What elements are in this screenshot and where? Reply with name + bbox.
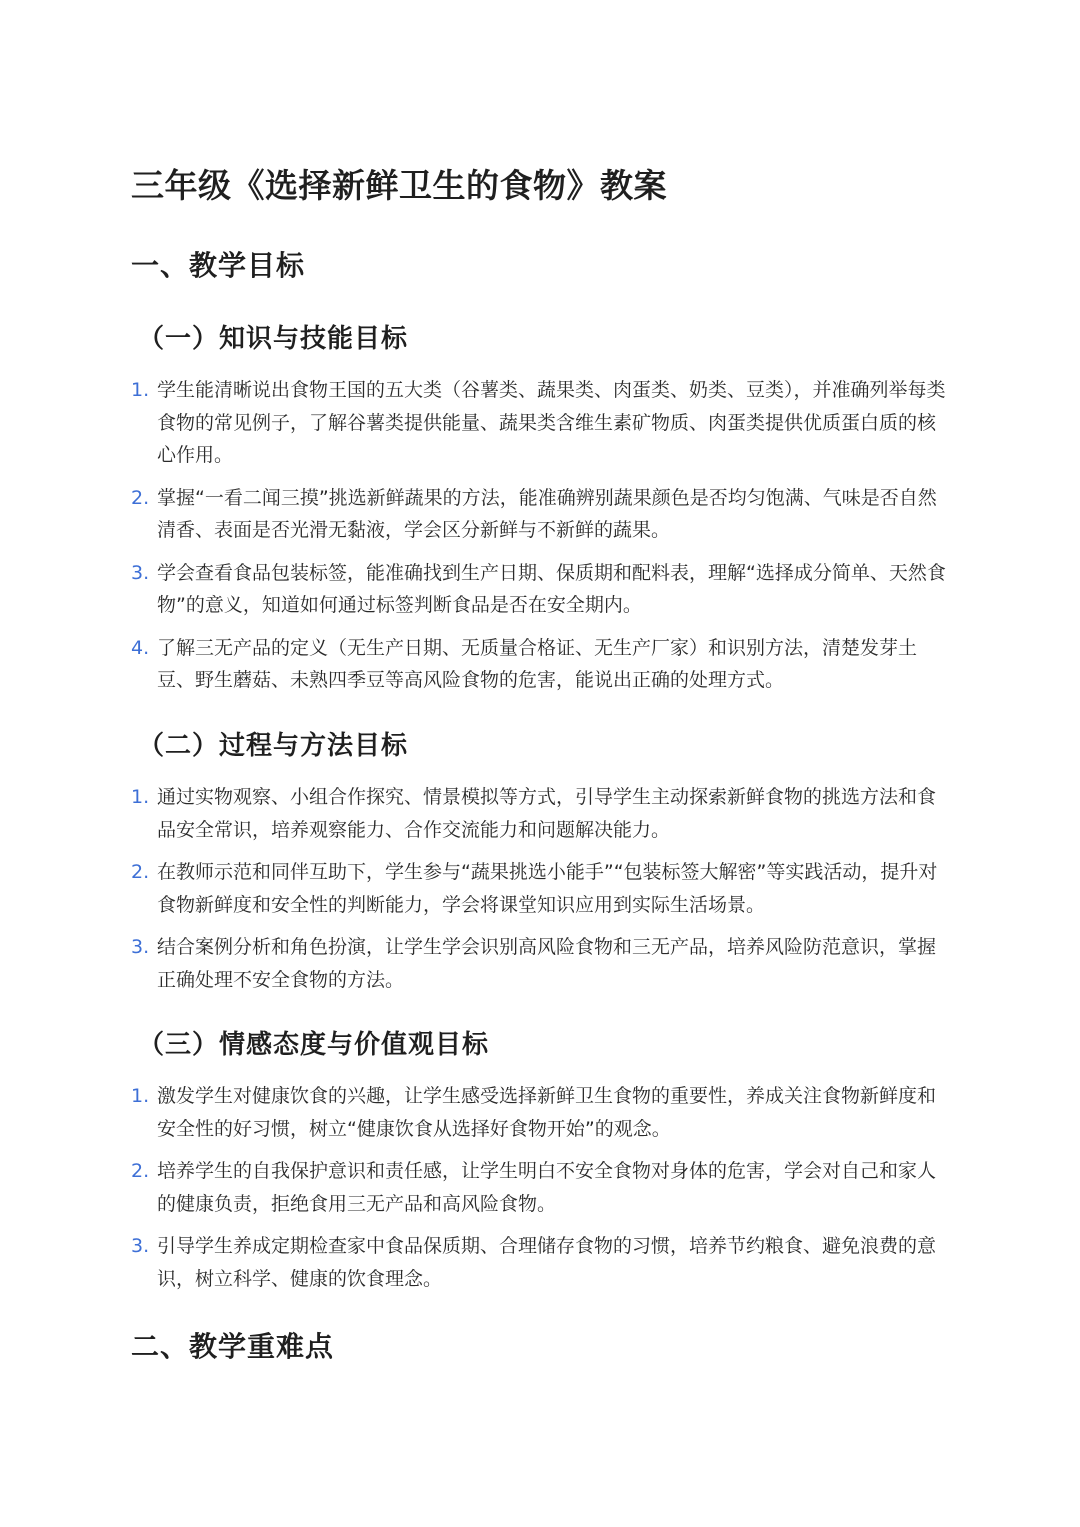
list-item-number: 2. <box>131 486 150 509</box>
list-item <box>131 1080 951 1145</box>
list-item-number: 1. <box>131 786 150 808</box>
process-methods-list <box>131 781 951 1006</box>
list-item-number: 3. <box>131 1235 150 1257</box>
list-item-number: 2. <box>131 861 150 883</box>
list-item <box>131 1155 951 1220</box>
list-item-number: 1. <box>131 1085 150 1107</box>
list-item <box>131 931 951 996</box>
subsection-heading-process-methods: （二）过程与方法目标 <box>138 731 409 761</box>
list-item-number: 3. <box>131 936 150 958</box>
list-item-text: 在教师示范和同伴互助下，学生参与“蔬果挑选小能手”“包装标签大解密”等实践活动，提升对食物新鲜度和安全性的判断能力，学会将课堂知识应用到实际生活场景。 <box>157 861 938 916</box>
list-item-text: 激发学生对健康饮食的兴趣，让学生感受选择新鲜卫生食物的重要性，养成关注食物新鲜度和安全性的好习惯，树立“健康饮食从选择好食物开始”的观念。 <box>157 1085 937 1140</box>
list-item <box>131 374 951 472</box>
list-item-text: 了解三无产品的定义（无生产日期、无质量合格证、无生产厂家）和识别方法，清楚发芽土豆、野生蘑菇、未熟四季豆等高风险食物的危害，能说出正确的处理方式。 <box>157 636 918 691</box>
document-title: 三年级《选择新鲜卫生的食物》教案 <box>131 166 667 205</box>
list-item <box>131 781 951 846</box>
list-item <box>131 557 951 622</box>
list-item <box>131 1230 951 1295</box>
attitudes-values-list <box>131 1080 951 1305</box>
list-item-text: 学会查看食品包装标签，能准确找到生产日期、保质期和配料表，理解“选择成分简单、天然食物”的意义，知道如何通过标签判断食品是否在安全期内。 <box>157 561 946 616</box>
list-item <box>131 482 951 547</box>
section-heading-key-difficulties: 二、教学重难点 <box>131 1330 335 1363</box>
list-item-number: 3. <box>131 561 150 584</box>
list-item-text: 掌握“一看二闻三摸”挑选新鲜蔬果的方法，能准确辨别蔬果颜色是否均匀饱满、气味是否自然清香、表面是否光滑无黏液，学会区分新鲜与不新鲜的蔬果。 <box>157 486 937 541</box>
section-heading-teaching-goals: 一、教学目标 <box>131 249 306 282</box>
list-item-text: 通过实物观察、小组合作探究、情景模拟等方式，引导学生主动探索新鲜食物的挑选方法和食品安全常识，培养观察能力、合作交流能力和问题解决能力。 <box>157 786 937 841</box>
knowledge-skills-list <box>131 374 951 707</box>
list-item-text: 学生能清晰说出食物王国的五大类（谷薯类、蔬果类、肉蛋类、奶类、豆类），并准确列举每类食物的常见例子，了解谷薯类提供能量、蔬果类含维生素矿物质、肉蛋类提供优质蛋白质的核心作用。 <box>157 379 946 466</box>
list-item-number: 1. <box>131 379 150 401</box>
list-item-number: 2. <box>131 1160 150 1182</box>
subsection-heading-knowledge-skills: （一）知识与技能目标 <box>138 324 409 354</box>
subsection-heading-attitudes-values: （三）情感态度与价值观目标 <box>138 1030 490 1060</box>
list-item-number: 4. <box>131 636 150 659</box>
list-item-text: 培养学生的自我保护意识和责任感，让学生明白不安全食物对身体的危害，学会对自己和家人的健康负责，拒绝食用三无产品和高风险食物。 <box>157 1160 937 1215</box>
list-item <box>131 632 951 697</box>
list-item <box>131 856 951 921</box>
list-item-text: 结合案例分析和角色扮演，让学生学会识别高风险食物和三无产品，培养风险防范意识，掌握正确处理不安全食物的方法。 <box>157 936 937 991</box>
list-item-text: 引导学生养成定期检查家中食品保质期、合理储存食物的习惯，培养节约粮食、避免浪费的意识，树立科学、健康的饮食理念。 <box>157 1235 937 1290</box>
